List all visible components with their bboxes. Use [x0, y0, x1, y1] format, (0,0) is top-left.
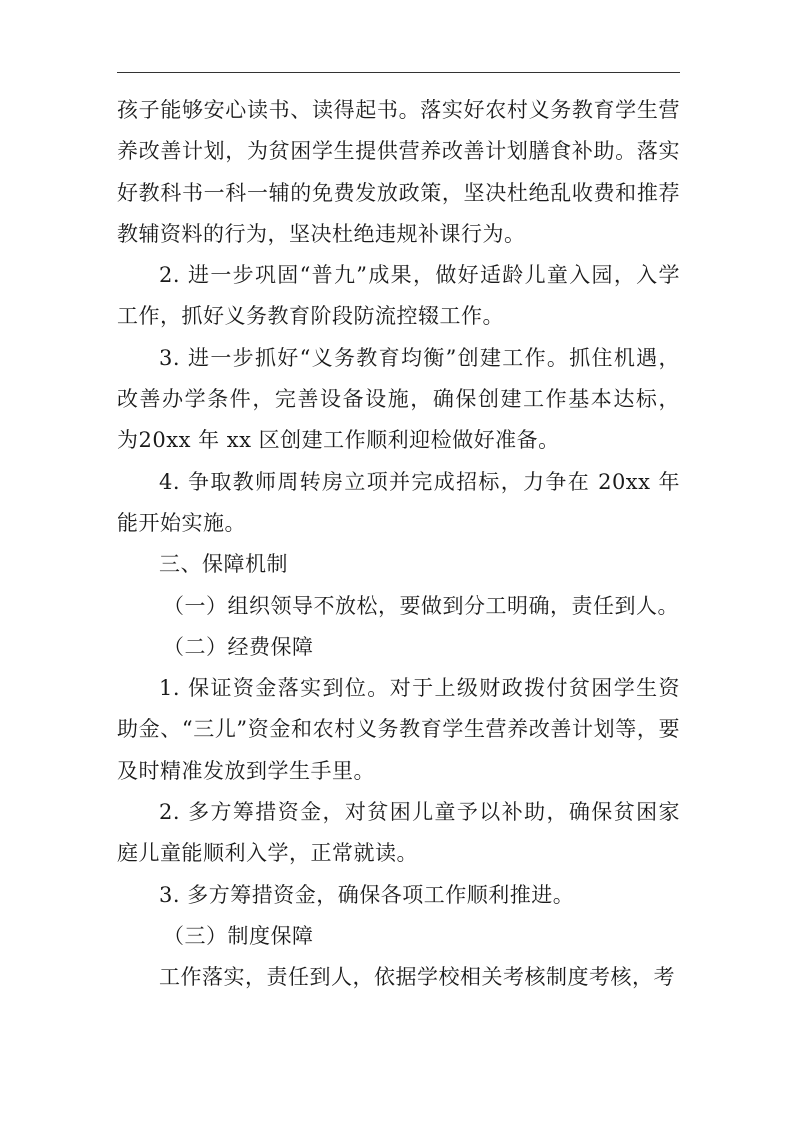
paragraph-item-4: 4. 争取教师周转房立项并完成招标，力争在 20xx 年能开始实施。 [117, 469, 680, 535]
subsection-system: （三）制度保障 [163, 923, 314, 948]
section-heading-guarantee: 三、保障机制 [159, 552, 288, 577]
paragraph-funding-1: 1. 保证资金落实到位。对于上级财政拨付贫困学生资助金、“三儿”资金和农村义务教育学生营养改善计划等，要及时精准发放到学生手里。 [117, 676, 680, 783]
paragraph-funding-2: 2. 多方筹措资金，对贫困儿童予以补助，确保贫困家庭儿童能顺利入学，正常就读。 [117, 800, 680, 866]
paragraph-item-3: 3. 进一步抓好“义务教育均衡”创建工作。抓住机遇，改善办学条件，完善设备设施，确保创建工作基本达标， 为20xx 年 xx 区创建工作顺利迎检做好准备。 [117, 345, 680, 453]
header-rule [117, 72, 680, 73]
subsection-leadership: （一）组织领导不放松，要做到分工明确，责任到人。 [163, 593, 679, 618]
paragraph-continuation: 孩子能够安心读书、读得起书。落实好农村义务教育学生营养改善计划，为贫困学生提供营养改善计划膳食补助。落实好教科书一科一辅的免费发放政策，坚决杜绝乱收费和推荐教辅资料的行为，坚决杜绝违规补课行为。 [117, 98, 680, 246]
paragraph-item-2: 2. 进一步巩固“普九”成果，做好适龄儿童入园，入学工作，抓好义务教育阶段防流控辍工作。 [117, 263, 680, 329]
document-body [117, 90, 680, 999]
subsection-funding: （二）经费保障 [163, 634, 314, 659]
paragraph-system: 工作落实，责任到人，依据学校相关考核制度考核，考 [159, 965, 675, 990]
paragraph-funding-3: 3. 多方筹措资金，确保各项工作顺利推进。 [159, 882, 575, 907]
